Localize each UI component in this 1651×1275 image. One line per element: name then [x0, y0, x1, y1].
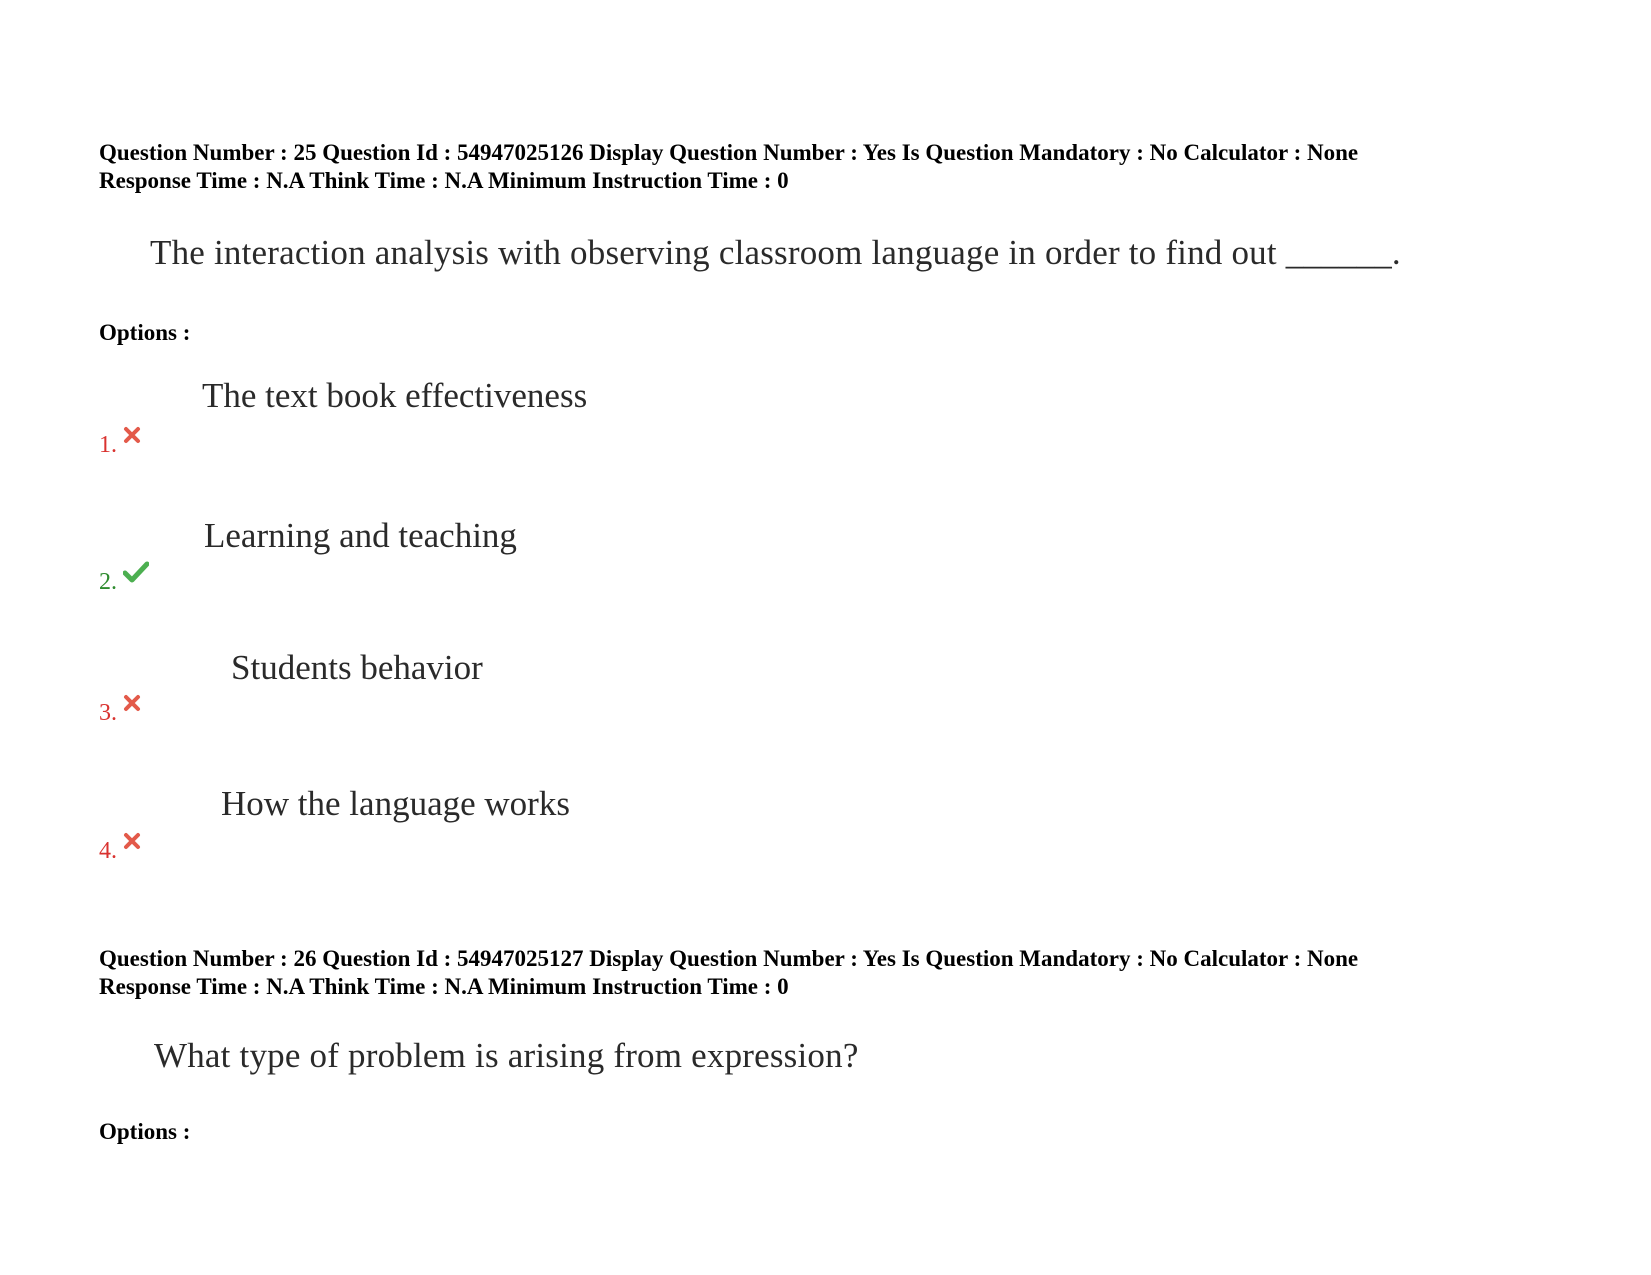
- question-26-meta-line1: Question Number : 26 Question Id : 54947025127 Display Question Number : Yes Is Question Mandatory : No Calculator : None: [99, 946, 1359, 971]
- question-26-meta: [99, 945, 1358, 1001]
- question-26-text: What type of problem is arising from expression?: [154, 1036, 859, 1075]
- question-25-meta-line1: Question Number : 25 Question Id : 54947025126 Display Question Number : Yes Is Question Mandatory : No Calculator : None: [99, 140, 1359, 165]
- option-3-marker: [99, 700, 141, 727]
- option-2-text: Learning and teaching: [204, 516, 517, 555]
- option-1-marker: [99, 432, 141, 459]
- option-1-number: 1.: [99, 432, 117, 458]
- cross-icon: [123, 692, 141, 719]
- option-4-text: How the language works: [221, 784, 570, 823]
- question-25-meta-line2: Response Time : N.A Think Time : N.A Minimum Instruction Time : 0: [99, 168, 789, 193]
- check-icon: [123, 561, 149, 590]
- option-3-number: 3.: [99, 700, 117, 726]
- cross-icon: [123, 830, 141, 857]
- option-2-marker: [99, 569, 149, 596]
- question-25-options-label: Options :: [99, 320, 191, 345]
- option-3-text: Students behavior: [231, 648, 483, 687]
- question-25-meta: [99, 139, 1358, 195]
- cross-icon: [123, 424, 141, 451]
- option-2-number: 2.: [99, 569, 117, 595]
- option-1-text: The text book effectiveness: [202, 376, 588, 415]
- question-26-options-label: Options :: [99, 1119, 191, 1144]
- option-4-number: 4.: [99, 838, 117, 864]
- question-26-meta-line2: Response Time : N.A Think Time : N.A Minimum Instruction Time : 0: [99, 974, 789, 999]
- question-25-text: The interaction analysis with observing classroom language in order to find out ______.: [150, 233, 1401, 272]
- option-4-marker: [99, 838, 141, 865]
